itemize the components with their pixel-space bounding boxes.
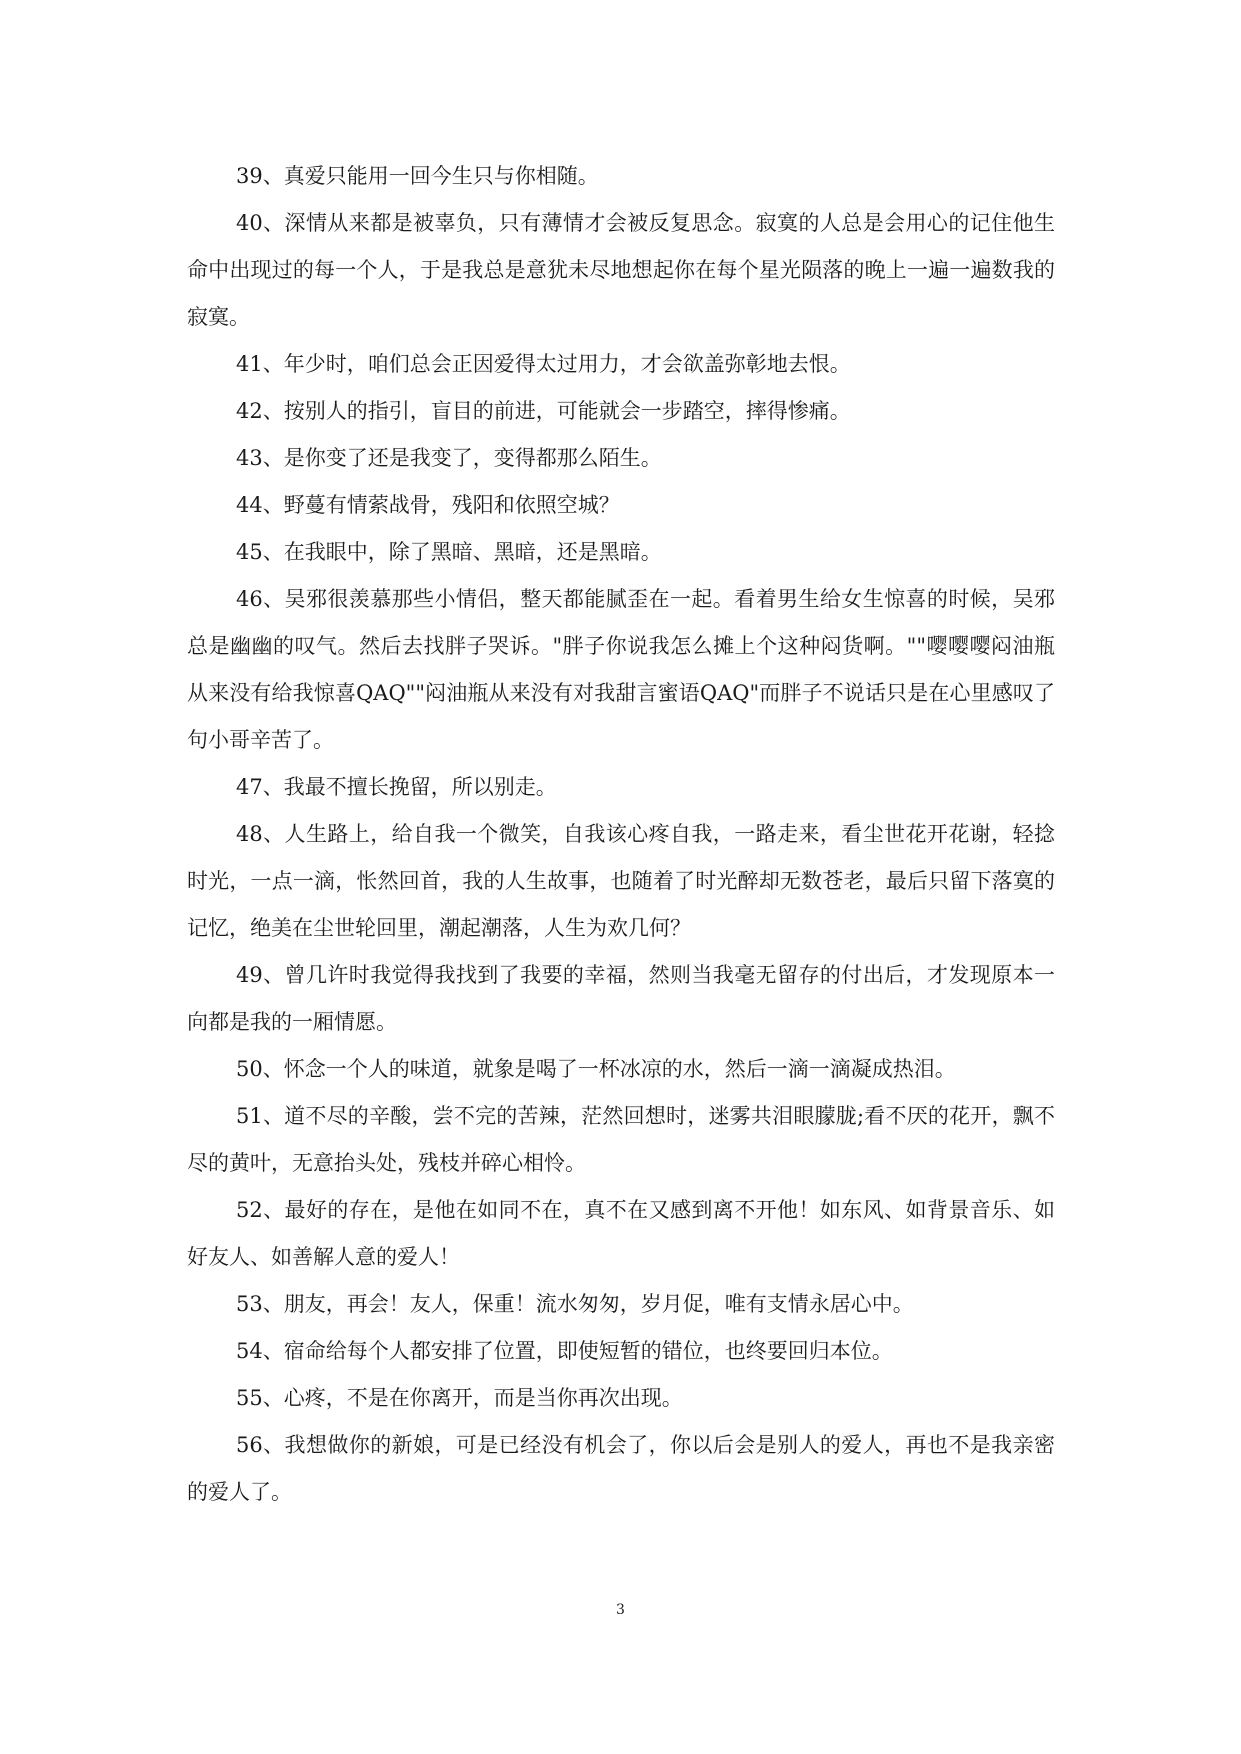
- paragraph-52: 52、最好的存在，是他在如同不在，真不在又感到离不开他！如东风、如背景音乐、如好友人、如善解人意的爱人！: [187, 1198, 1055, 1269]
- paragraph-45: 45、在我眼中，除了黑暗、黑暗，还是黑暗。: [236, 540, 662, 564]
- page-number: 3: [616, 1602, 625, 1618]
- paragraph-54: 54、宿命给每个人都安排了位置，即使短暂的错位，也终要回归本位。: [236, 1339, 893, 1363]
- paragraph-53: 53、朋友，再会！友人，保重！流水匆匆，岁月促，唯有支情永居心中。: [236, 1292, 914, 1316]
- paragraph-55: 55、心疼，不是在你离开，而是当你再次出现。: [236, 1386, 683, 1410]
- paragraph-41: 41、年少时，咱们总会正因爱得太过用力，才会欲盖弥彰地去恨。: [236, 352, 851, 376]
- paragraph-47: 47、我最不擅长挽留，所以别走。: [236, 775, 557, 799]
- paragraph-44: 44、野蔓有情萦战骨，残阳和依照空城？: [236, 493, 620, 517]
- paragraph-40: 40、深情从来都是被辜负，只有薄情才会被反复思念。寂寞的人总是会用心的记住他生命中出现过的每一个人，于是我总是意犹未尽地想起你在每个星光陨落的晚上一遍一遍数我的寂寞。: [187, 211, 1055, 329]
- paragraph-49: 49、曾几许时我觉得我找到了我要的幸福，然则当我毫无留存的付出后，才发现原本一向都是我的一厢情愿。: [187, 963, 1055, 1034]
- paragraph-56: 56、我想做你的新娘，可是已经没有机会了，你以后会是别人的爱人，再也不是我亲密的爱人了。: [187, 1433, 1055, 1504]
- paragraph-43: 43、是你变了还是我变了，变得都那么陌生。: [236, 446, 662, 470]
- paragraph-42: 42、按别人的指引，盲目的前进，可能就会一步踏空，摔得惨痛。: [236, 399, 851, 423]
- paragraph-48: 48、人生路上，给自我一个微笑，自我该心疼自我，一路走来，看尘世花开花谢，轻捻时光，一点一滴，怅然回首，我的人生故事，也随着了时光醉却无数苍老，最后只留下落寞的记忆，绝美在尘世轮回里，潮起潮落，人生为欢几何？: [187, 822, 1055, 940]
- paragraph-46: 46、吴邪很羡慕那些小情侣，整天都能腻歪在一起。看着男生给女生惊喜的时候，吴邪总是幽幽的叹气。然后去找胖子哭诉。"胖子你说我怎么摊上个这种闷货啊。""嘤嘤嘤闷油瓶从来没有给我惊喜QAQ""闷油瓶从来没有对我甜言蜜语QAQ"而胖子不说话只是在心里感叹了句小哥辛苦了。: [187, 587, 1055, 752]
- paragraph-39: 39、真爱只能用一回今生只与你相随。: [236, 164, 599, 188]
- body-text: [187, 153, 1055, 1516]
- paragraph-51: 51、道不尽的辛酸，尝不完的苦辣，茫然回想时，迷雾共泪眼朦胧;看不厌的花开，飘不尽的黄叶，无意抬头处，残枝并碎心相怜。: [187, 1104, 1055, 1175]
- paragraph-50: 50、怀念一个人的味道，就象是喝了一杯冰凉的水，然后一滴一滴凝成热泪。: [236, 1057, 956, 1081]
